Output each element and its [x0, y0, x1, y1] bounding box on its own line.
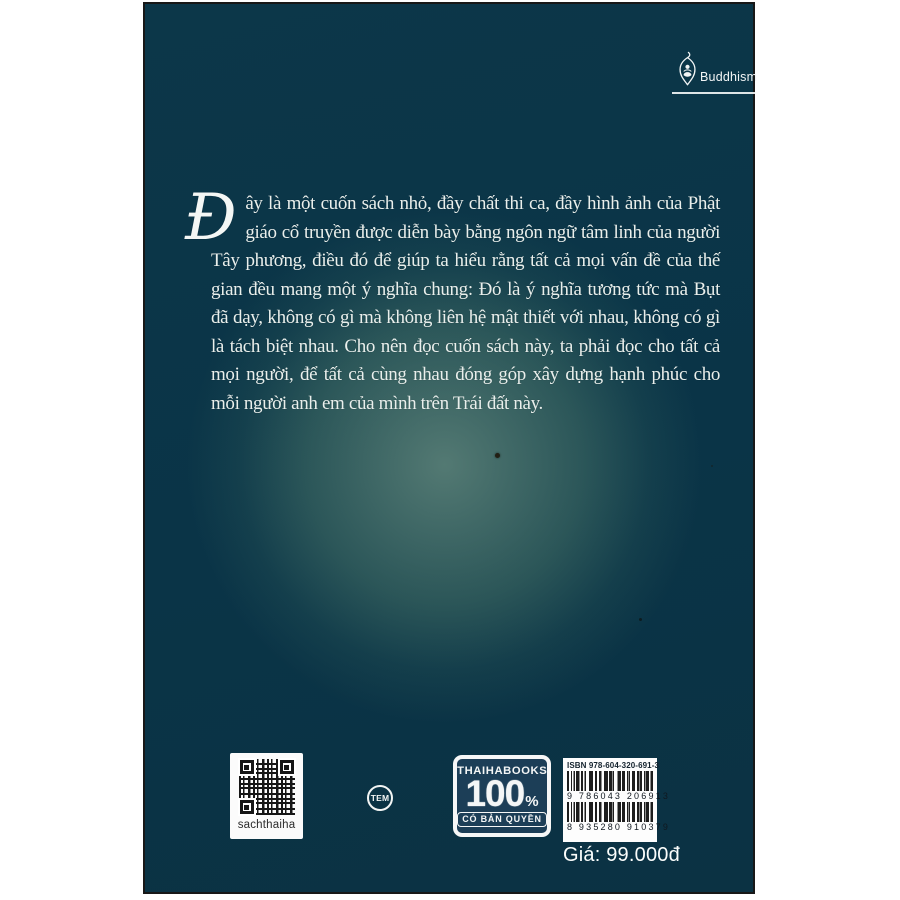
dust-speck [639, 618, 642, 621]
barcode-number-top: 9 786043 206913 [567, 791, 671, 801]
book-back-cover [143, 2, 758, 894]
tem-stamp [367, 785, 393, 811]
qr-label: sachthaiha [237, 819, 296, 831]
barcode-bars-top [567, 771, 653, 791]
badge-percent-sign: % [525, 792, 539, 810]
blurb-text: ây là một cuốn sách nhỏ, đầy chất thi ca, đầy hình ảnh của Phật giáo cổ truyền được diễn bày bằng ngôn ngữ tâm linh của người Tây phương, điều đó để giúp ta hiểu rằng tất cả mọi vấn đề của thế gian đều mang một ý nghĩa chung: Đó là ý nghĩa tương tức mà Bụt đã dạy, không có gì mà không liên hệ mật thiết với nhau, không có gì là tách biệt nhau. Cho nên đọc cuốn sách này, ta phải đọc cho tất cả mọi người, để tất cả cùng nhau đóng góp xây dựng hạnh phúc cho mỗi người anh em của mình trên Trái đất này. [211, 193, 720, 414]
blurb-paragraph [185, 181, 720, 418]
badge-percent: 100 [465, 773, 525, 815]
qr-finder-icon [240, 760, 254, 774]
badge-tagline: CÓ BẢN QUYỀN [457, 812, 547, 827]
logo-underline [672, 92, 755, 94]
qr-finder-icon [280, 760, 294, 774]
copyright-badge [453, 755, 551, 837]
price-label: Giá: 99.000đ [563, 844, 680, 866]
bodhi-leaf-icon [677, 51, 698, 92]
barcode-number-bottom: 8 935280 910379 [567, 822, 671, 832]
copyright-badge-inner [457, 759, 547, 833]
qr-finder-icon [240, 800, 254, 814]
qr-code [239, 759, 295, 815]
dust-speck [711, 465, 713, 467]
buddhism-label: Buddhism [700, 70, 758, 84]
qr-card [230, 753, 303, 839]
badge-percent-group [465, 773, 539, 815]
barcode-card [563, 758, 671, 842]
isbn-label: ISBN 978-604-320-691-3 [567, 761, 660, 770]
buddhism-logo [672, 49, 758, 97]
drop-cap: Đ [185, 181, 237, 255]
tem-label: TEM [370, 793, 390, 803]
badge-brand: THAIHABOOKS [456, 765, 548, 778]
dust-speck [495, 453, 500, 458]
barcode-bars-bottom [567, 802, 653, 822]
